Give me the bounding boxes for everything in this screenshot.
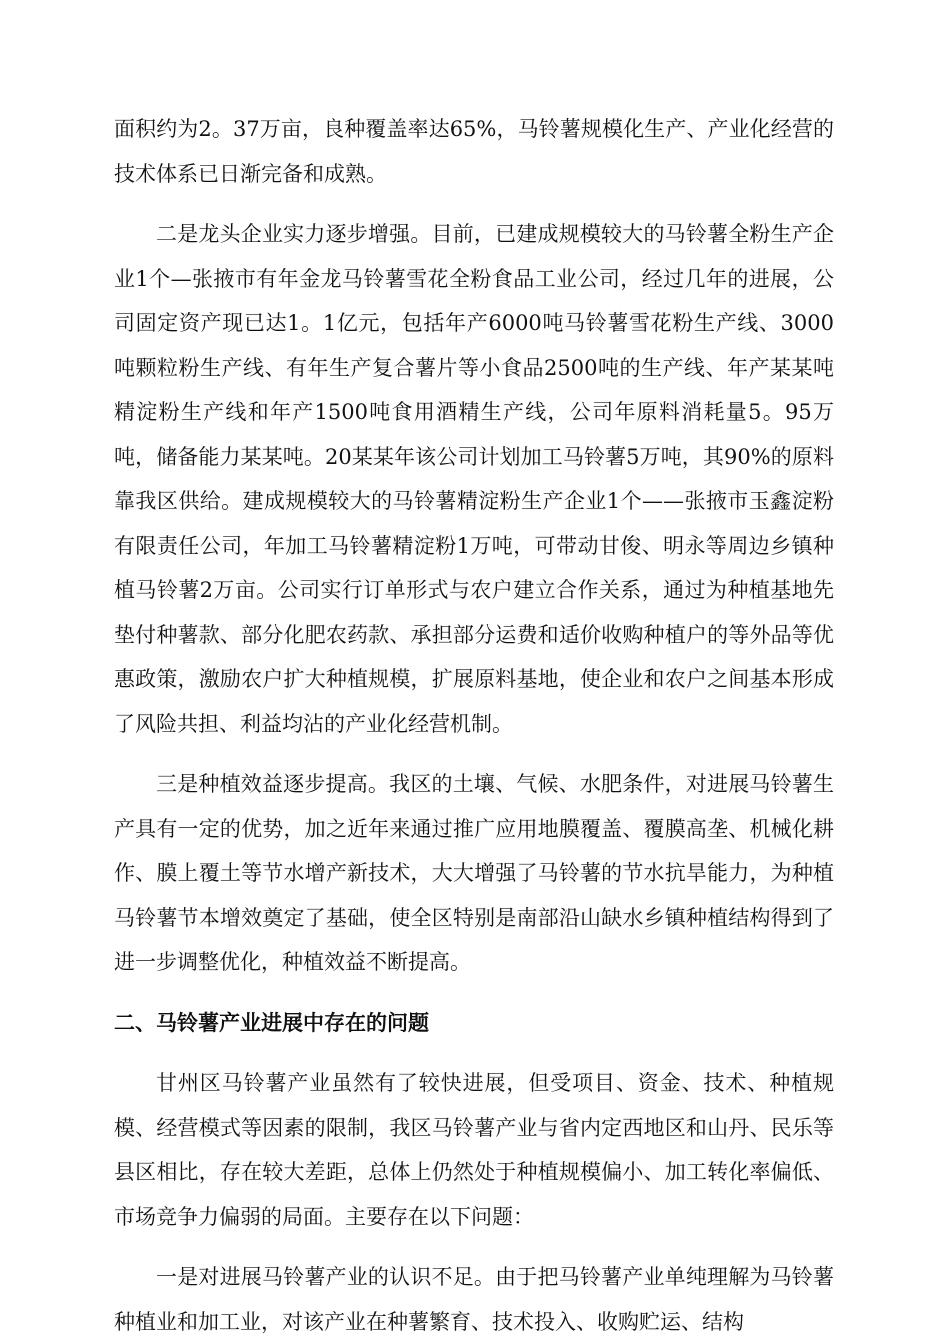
paragraph-problems-overview: 甘州区马铃薯产业虽然有了较快进展，但受项目、资金、技术、种植规模、经营模式等因素的限制，我区马铃薯产业与省内定西地区和山丹、民乐等县区相比，存在较大差距，总体上仍然处于种植规模偏小、加工转化率偏低、市场竞争力偏弱的局面。主要存在以下问题： [114, 1071, 834, 1229]
section-heading-problems: 二、马铃薯产业进展中存在的问题 [114, 1010, 429, 1035]
paragraph-planting-benefits: 三是种植效益逐步提高。我区的土壤、气候、水肥条件，对进展马铃薯生产具有一定的优势，加之近年来通过推广应用地膜覆盖、覆膜高垄、机械化耕作、膜上覆土等节水增产新技术，大大增强了马铃薯的节水抗旱能力，为种植马铃薯节本增效奠定了基础，使全区特别是南部沿山缺水乡镇种植结构得到了进一步调整优化，种植效益不断提高。 [114, 772, 834, 974]
document-body [114, 107, 834, 1344]
paragraph-problem-one: 一是对进展马铃薯产业的认识不足。由于把马铃薯产业单纯理解为马铃薯种植业和加工业，对该产业在种薯繁育、技术投入、收购贮运、结构 [114, 1265, 834, 1334]
paragraph-continuation: 面积约为2。37万亩，良种覆盖率达65%，马铃薯规模化生产、产业化经营的技术体系已日渐完备和成熟。 [114, 117, 834, 186]
paragraph-leading-enterprises: 二是龙头企业实力逐步增强。目前，已建成规模较大的马铃薯全粉生产企业1个—张掖市有年金龙马铃薯雪花全粉食品工业公司，经过几年的进展，公司固定资产现已达1。1亿元，包括年产6000吨马铃薯雪花粉生产线、3000吨颗粒粉生产线、有年生产复合薯片等小食品2500吨的生产线、年产某某吨精淀粉生产线和年产1500吨食用酒精生产线，公司年原料消耗量5。95万吨，储备能力某某吨。20某某年该公司计划加工马铃薯5万吨，其90%的原料靠我区供给。建成规模较大的马铃薯精淀粉生产企业1个——张掖市玉鑫淀粉有限责任公司，年加工马铃薯精淀粉1万吨，可带动甘俊、明永等周边乡镇种植马铃薯2万亩。公司实行订单形式与农户建立合作关系，通过为种植基地先垫付种薯款、部分化肥农药款、承担部分运费和适价收购种植户的等外品等优惠政策，激励农户扩大种植规模，扩展原料基地，使企业和农户之间基本形成了风险共担、利益均沾的产业化经营机制。 [114, 222, 834, 736]
